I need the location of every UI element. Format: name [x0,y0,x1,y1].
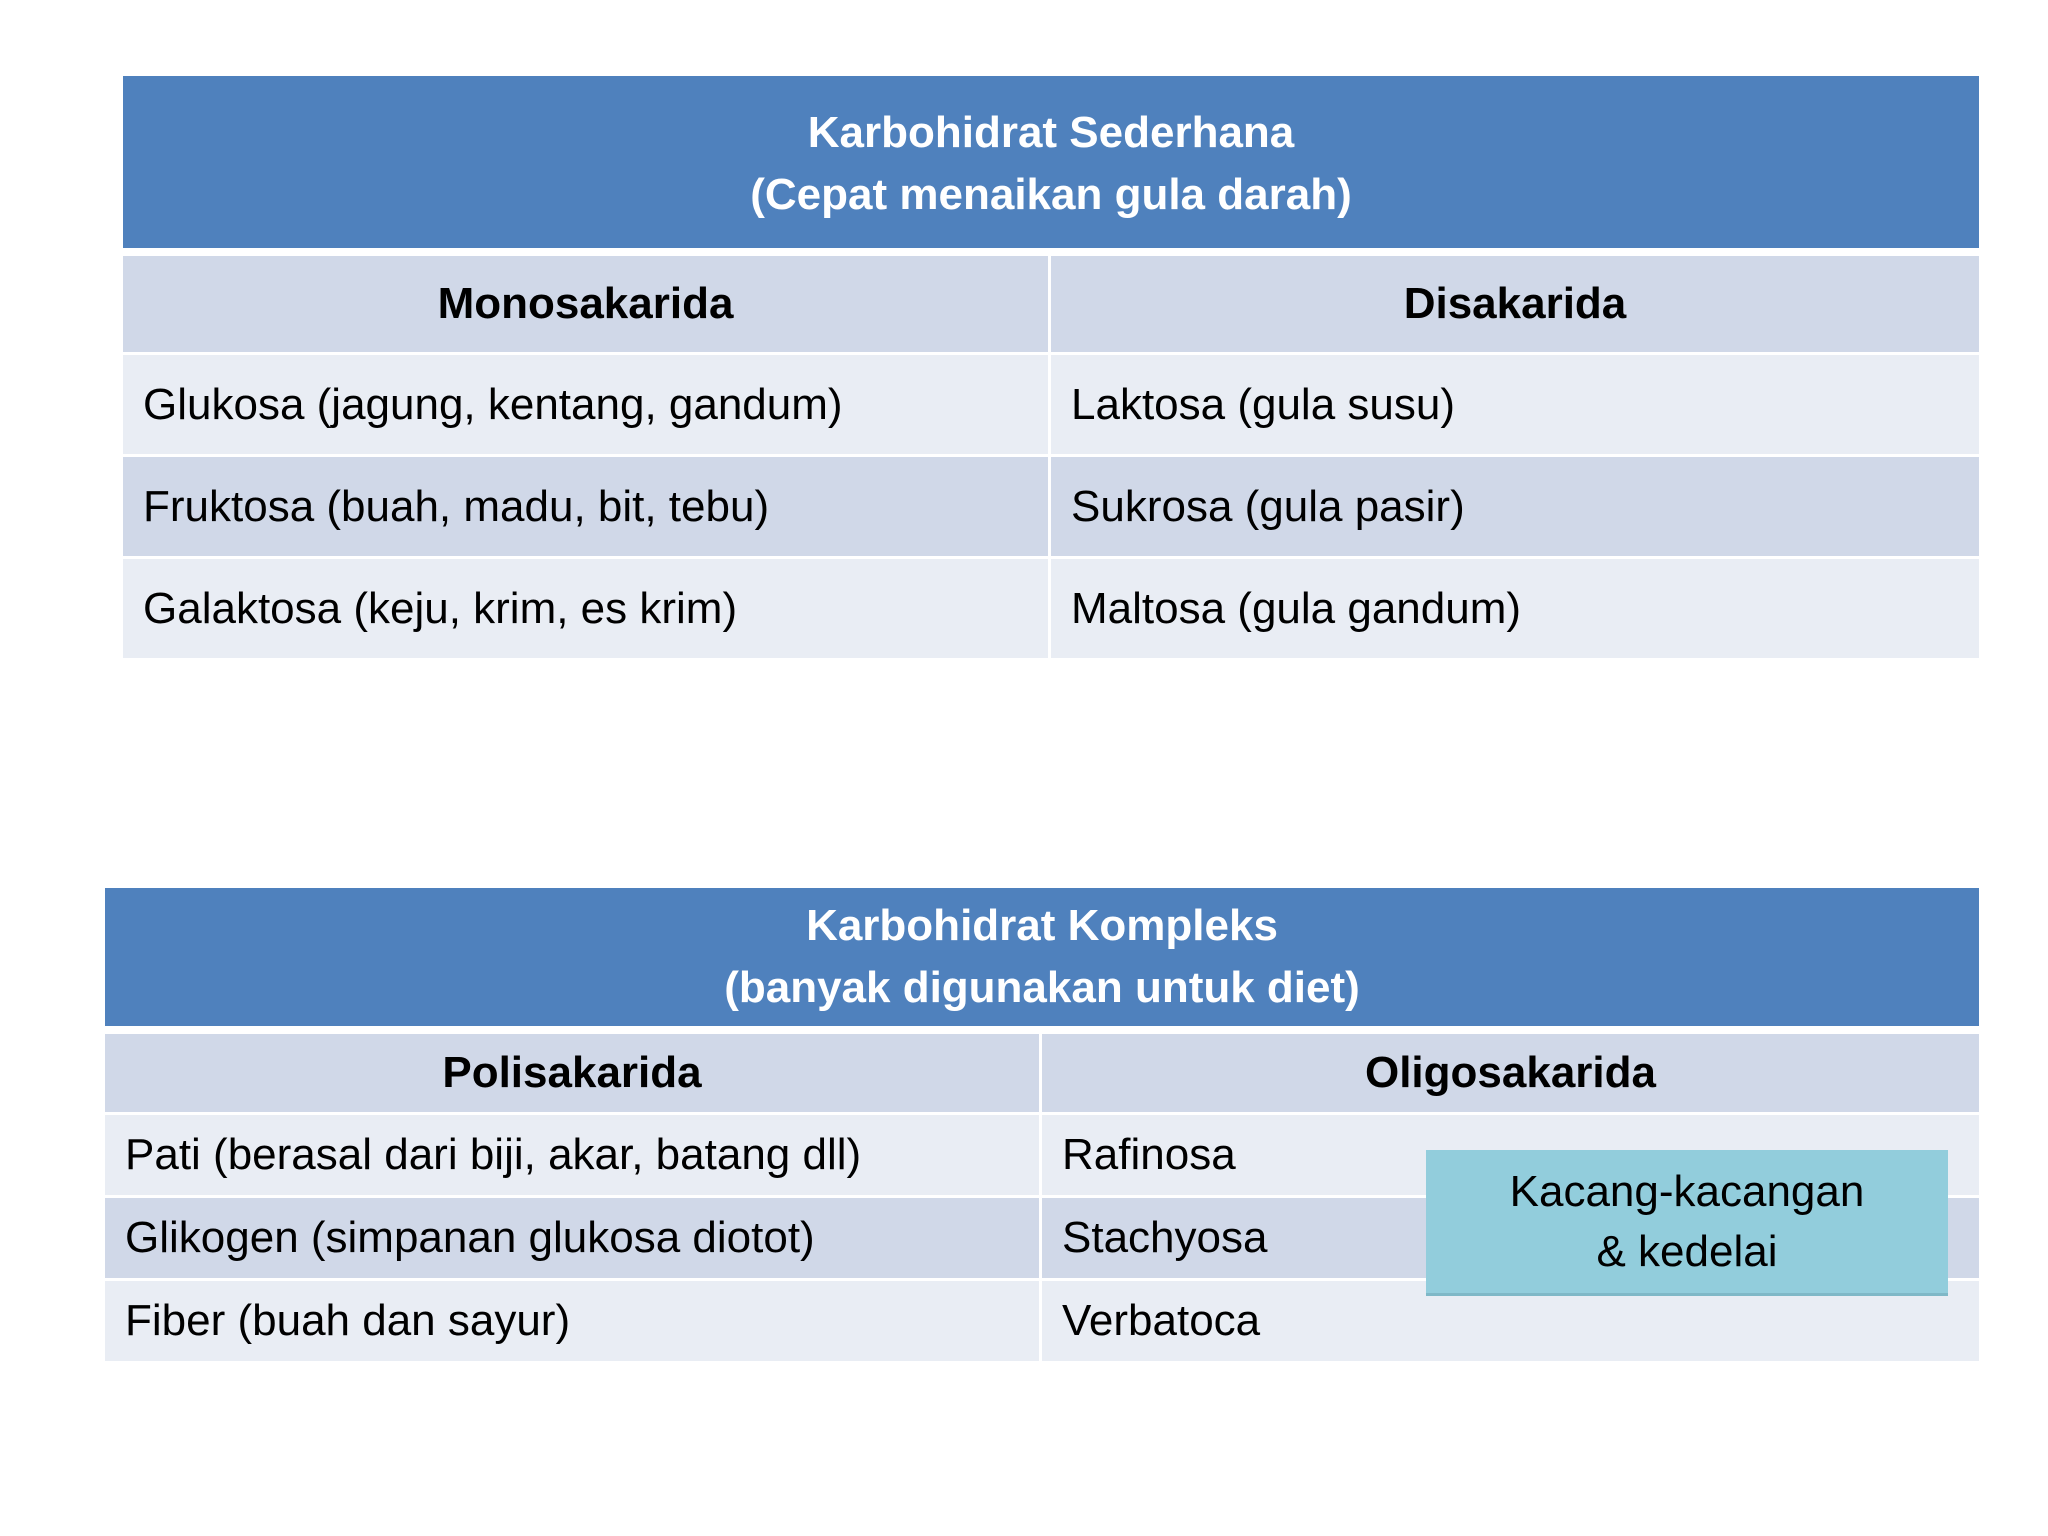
column-header-monosakarida: Monosakarida [123,256,1051,352]
legume-callout-line2: & kedelai [1596,1226,1778,1276]
table-cell: Maltosa (gula gandum) [1071,583,1522,633]
table-cell: Sukrosa (gula pasir) [1071,481,1465,531]
table-row [123,352,1979,454]
table-cell: Glukosa (jagung, kentang, gandum) [123,355,1051,454]
simple-carbs-table [123,76,1979,658]
table-cell: Galaktosa (keju, krim, es krim) [123,559,1051,658]
table-cell: Fruktosa (buah, madu, bit, tebu) [123,457,1051,556]
legume-callout-line1: Kacang-kacangan [1509,1166,1865,1216]
table-cell: Pati (berasal dari biji, akar, batang dll) [105,1115,1042,1195]
simple-carbs-column-headers [123,256,1979,352]
simple-carbs-title-line1: Karbohidrat Sederhana [807,108,1295,157]
complex-carbs-title [105,888,1979,1026]
table-cell: Stachyosa [1062,1213,1268,1262]
complex-carbs-title-line2: (banyak digunakan untuk diet) [724,963,1360,1012]
column-header-oligosakarida: Oligosakarida [1042,1034,1979,1112]
complex-carbs-title-line1: Karbohidrat Kompleks [806,901,1278,950]
column-header-disakarida: Disakarida [1051,256,1979,352]
column-header-polisakarida: Polisakarida [105,1034,1042,1112]
table-cell: Glikogen (simpanan glukosa diotot) [105,1198,1042,1278]
simple-carbs-title [123,76,1979,248]
table-cell: Rafinosa [1062,1130,1236,1179]
table-cell: Laktosa (gula susu) [1071,379,1455,429]
table-cell: Fiber (buah dan sayur) [105,1281,1042,1361]
table-cell: Verbatoca [1062,1296,1261,1345]
complex-carbs-column-headers [105,1034,1979,1112]
table-row [123,454,1979,556]
simple-carbs-title-line2: (Cepat menaikan gula darah) [750,170,1352,219]
table-row [123,556,1979,658]
legume-callout-box [1426,1150,1948,1296]
